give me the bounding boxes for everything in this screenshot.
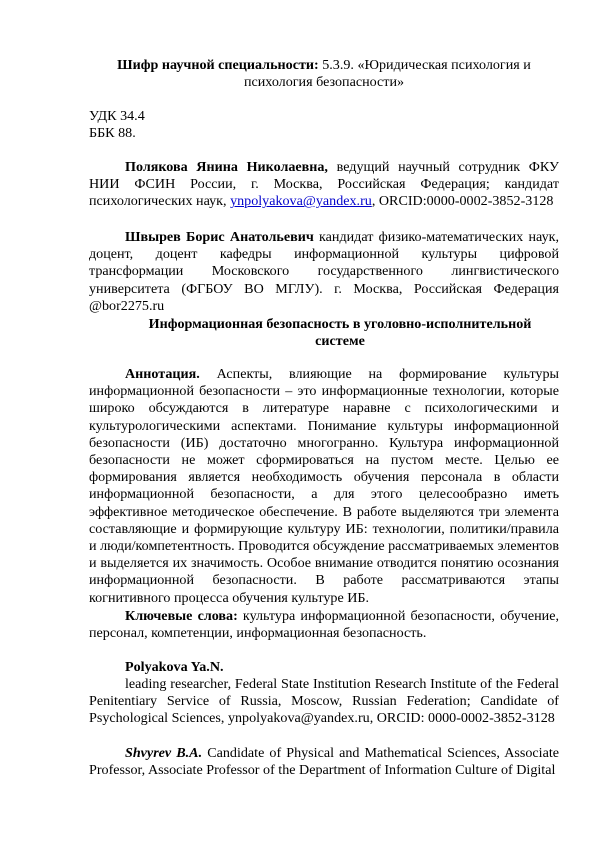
author1-email-link[interactable]: ynpolyakova@yandex.ru xyxy=(230,193,372,210)
abstract-block xyxy=(89,366,559,607)
specialty-line xyxy=(89,57,559,91)
specialty-value: 5.3.9. «Юридическая психология и психология безопасности» xyxy=(243,57,531,91)
author1-ru-orcid: , ORCID:0000-0002-3852-3128 xyxy=(371,193,554,210)
author1-en-block xyxy=(89,676,559,728)
author2-en-name: Shvyrev B.A. xyxy=(125,745,203,761)
author2-ru-name: Швырев Борис Анатольевич xyxy=(125,229,314,245)
specialty-label: Шифр научной специальности: xyxy=(117,57,319,73)
author1-ru-text: ведущий научный сотрудник ФКУ НИИ ФСИН России, г. Москва, Российская Федерация; кандидат психологических наук, xyxy=(89,159,560,210)
abstract-label: Аннотация. xyxy=(125,366,200,382)
author1-en-name: Polyakova Ya.N. xyxy=(125,659,224,675)
udk-code: УДК 34.4 xyxy=(89,108,145,124)
abstract-text: Аспекты, влияющие на формирование культуры информационной безопасности – это информационные технологии, которые широко обсуждаются в литературе наравне с психологическими и культурологическими аспектами. Понимание культуры информационной безопасности (ИБ) достаточно многогранно. Культура информационной безопасности не может сформироваться на пустом месте. Целью ее формирования является необходимость обучения персонала в области информационной безопасности, а для этого целесообразно иметь эффективное методическое обеспечение. В работе выделяются три элемента составляющие и формирующие культуру ИБ: технологии, политики/правила и люди/компетентность. Проводится обсуждение рассматриваемых элементов и выделяется их значимость. Особое внимание отводится понятию осознания информационной безопасности. В работе рассматриваются этапы когнитивного процесса обучения культуре ИБ. xyxy=(89,366,559,606)
author2-ru-block xyxy=(89,229,559,315)
author1-ru-block xyxy=(89,159,559,211)
author2-en-block xyxy=(89,745,559,779)
keywords-block xyxy=(89,608,559,642)
author2-en-text: Candidate of Physical and Mathematical Sciences, Associate Professor, Associate Professor of the Department of Information Culture of Digital xyxy=(89,745,559,779)
article-title xyxy=(140,316,540,350)
author2-ru-text: кандидат физико-математических наук, доцент, доцент кафедры информационной культуры цифровой трансформации Московского государственного лингвистического университета (ФГБОУ ВО МГЛУ). г. Москва, Российская Федерация @bor2275.ru xyxy=(89,229,559,314)
author1-en-text: leading researcher, Federal State Institution Research Institute of the Federal Penitentiary Service of Russia, Moscow, Russian Federation; Candidate of Psychological Sciences, ynpolyakova@yandex.ru, ORCID: 0000-0002-3852-3128 xyxy=(89,676,559,727)
author1-en-name-line xyxy=(89,659,559,676)
author1-ru-name: Полякова Янина Николаевна, xyxy=(125,159,328,175)
keywords-label: Ключевые слова: xyxy=(125,608,238,624)
bbk-code: ББК 88. xyxy=(89,125,136,141)
keywords-text: культура информационной безопасности, обучение, персонал, компетенции, информационная безопасность. xyxy=(89,608,560,642)
article-title-text: Информационная безопасность в уголовно-исполнительной системе xyxy=(148,316,532,350)
